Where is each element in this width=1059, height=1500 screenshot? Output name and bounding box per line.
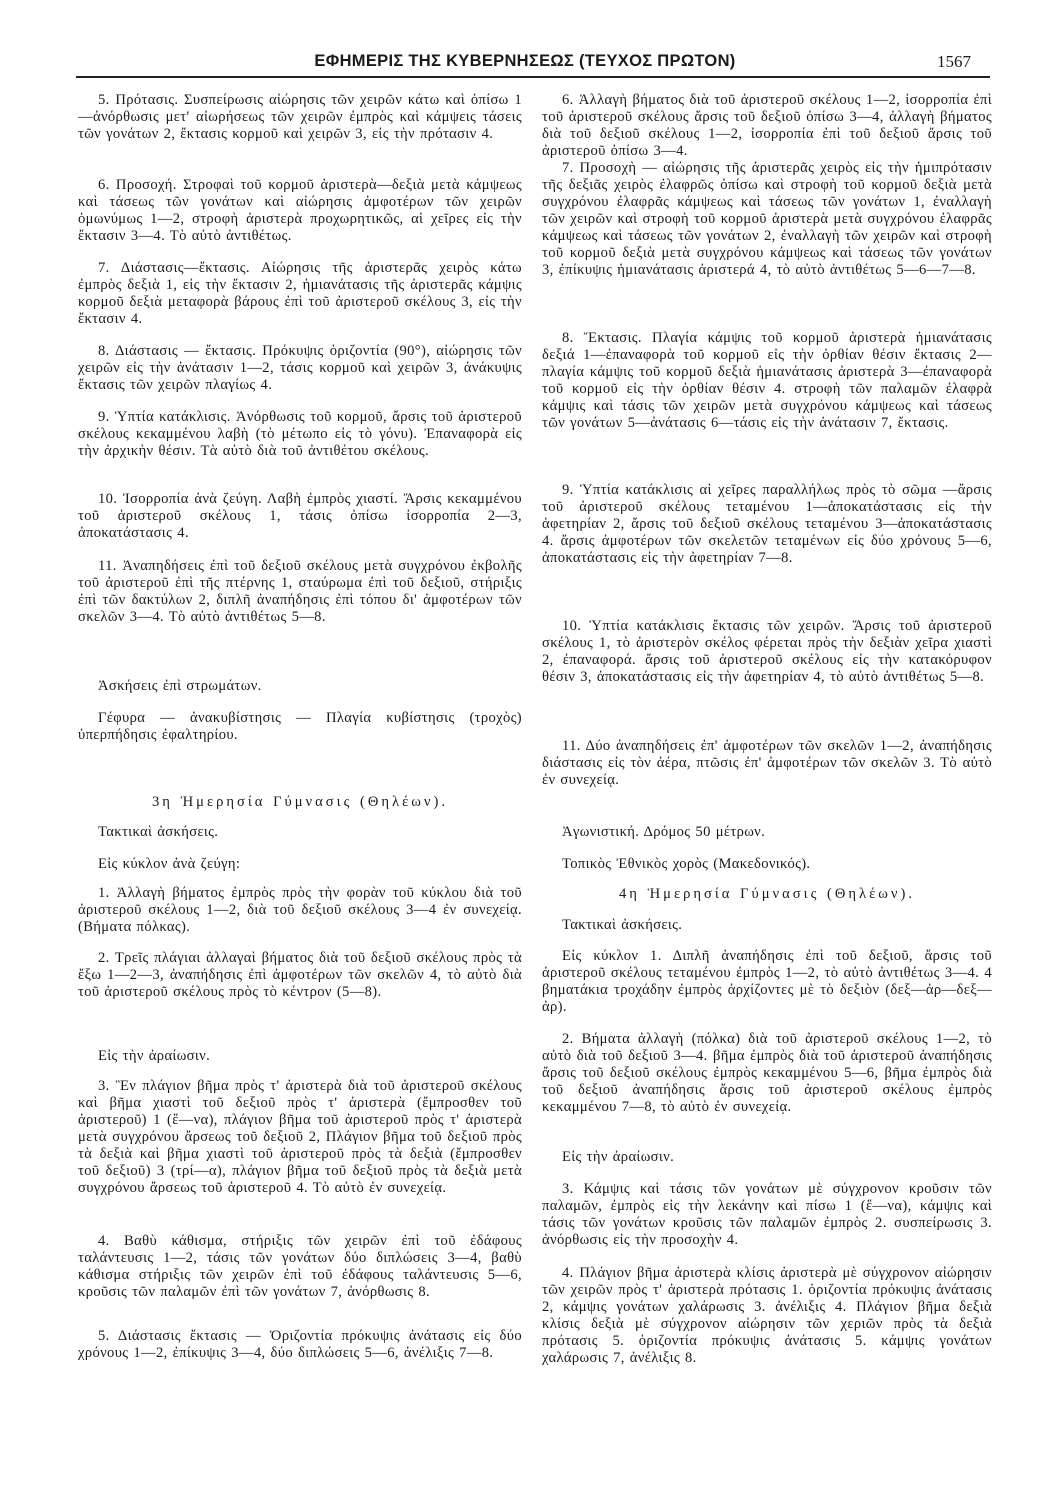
paragraph: 11. Δύο ἀναπηδήσεις ἐπ' ἀμφοτέρων τῶν σκελῶν 1—2, ἀναπήδησις διάστασις εἰς τὸν ἀέρα, πτῶσις ἐπ' ἀμφοτέρων τῶν σκελῶν 3. Τὸ αὐτὸ ἐν συνεχείᾳ. bbox=[542, 738, 992, 788]
paragraph: 3. Κάμψις καὶ τάσις τῶν γονάτων μὲ σύγχρονον κροῦσιν τῶν παλαμῶν, ἐμπρὸς εἰς τὴν λεκάνην καὶ πίσω 1 (ἕ—να), κάμψις καὶ τάσις τῶν γονάτων κροῦσις τῶν παλαμῶν ἐμπρὸς 2. συσπείρωσις 3. ἀνόρθωσις εἰς τὴν προσοχὴν 4. bbox=[542, 1181, 992, 1248]
header-rule bbox=[76, 76, 990, 78]
section-label: Εἰς τὴν ἀραίωσιν. bbox=[562, 1149, 675, 1165]
section-label: Τακτικαὶ ἀσκήσεις. bbox=[98, 824, 219, 840]
gazette-title: ΕΦΗΜΕΡΙΣ ΤΗΣ ΚΥΒΕΡΝΗΣΕΩΣ (ΤΕΥΧΟΣ ΠΡΩΤΟΝ) bbox=[314, 52, 736, 70]
section-label: Τοπικὸς Ἐθνικὸς χορὸς (Μακεδονικός). bbox=[562, 856, 811, 872]
paragraph: 10. Ὑπτία κατάκλισις ἔκτασις τῶν χειρῶν. Ἄρσις τοῦ ἀριστεροῦ σκέλους 1, τὸ ἀριστερὸν σκέλος φέρεται πρὸς τὴν δεξιὰν χεῖρα χιαστὶ 2, ἐπαναφορά. ἄρσις τοῦ ἀριστεροῦ σκέλους εἰς τὴν κατακόρυφον θέσιν 3, ἀποκατάστασις εἰς τὴν ἀφετηρίαν 4, τὸ αὐτὸ ἀντιθέτως 5—8. bbox=[542, 618, 992, 685]
section-label: Ἀγωνιστική. Δρόμος 50 μέτρων. bbox=[562, 824, 766, 840]
paragraph: 10. Ἰσορροπία ἀνὰ ζεύγη. Λαβὴ ἐμπρὸς χιαστί. Ἄρσις κεκαμμένου τοῦ ἀριστεροῦ σκέλους 1, τάσις ὀπίσω ἰσορροπία 2—3, ἀποκατάστασις 4. bbox=[78, 491, 522, 541]
paragraph: 5. Πρότασις. Συσπείρωσις αἰώρησις τῶν χειρῶν κάτω καὶ ὀπίσω 1—ἀνόρθωσις μετ' αἰωρήσεως τῶν χειρῶν ἐμπρὸς καὶ κάμψεις τάσεις τῶν γονάτων 2, ἔκτασις κορμοῦ καὶ χειρῶν 3, εἰς τὴν πρότασιν 4. bbox=[78, 92, 522, 142]
paragraph: 6. Προσοχή. Στροφαὶ τοῦ κορμοῦ ἀριστερὰ—δεξιὰ μετὰ κάμψεως καὶ τάσεως τῶν γονάτων καὶ αἰώρησις ἀμφοτέρων τῶν χειρῶν ὁμωνύμως 1—2, στροφὴ ἀριστερὰ προχωρητικῶς, αἱ χεῖρες εἰς τὴν ἔκτασιν 3—4. Τὸ αὐτὸ ἀντιθέτως. bbox=[78, 177, 522, 244]
paragraph: 5. Διάστασις ἔκτασις — Ὁριζοντία πρόκυψις ἀνάτασις εἰς δύο χρόνους 1—2, ἐπίκυψις 3—4, δύο διπλώσεις 5—6, ἀνέλιξις 7—8. bbox=[78, 1328, 522, 1361]
paragraph: 11. Ἀναπηδήσεις ἐπὶ τοῦ δεξιοῦ σκέλους μετὰ συγχρόνου ἐκβολῆς τοῦ ἀριστεροῦ ἐπὶ τῆς πτέρνης 1, σταύρωμα ἐπὶ τοῦ δεξιοῦ, στήριξις ἐπὶ τῶν δακτύλων 2, διπλῆ ἀναπήδησις ἐπὶ τόπου δι' ἀμφοτέρων τῶν σκελῶν 3—4. Τὸ αὐτὸ ἀντιθέτως 5—8. bbox=[78, 558, 522, 625]
section-label: Τακτικαὶ ἀσκήσεις. bbox=[562, 917, 683, 933]
paragraph: 2. Τρεῖς πλάγιαι ἀλλαγαὶ βήματος διὰ τοῦ δεξιοῦ σκέλους πρὸς τὰ ἔξω 1—2—3, ἀναπήδησις ἐπὶ ἀμφοτέρων τῶν σκελῶν 4, τὸ αὐτὸ διὰ τοῦ ἀριστεροῦ σκέλους πρὸς τὸ κέντρον (5—8). bbox=[78, 950, 522, 1000]
paragraph: Εἰς κύκλον 1. Διπλῆ ἀναπήδησις ἐπὶ τοῦ δεξιοῦ, ἄρσις τοῦ ἀριστεροῦ σκέλους τεταμένου ἐμπρὸς 1—2, τὸ αὐτὸ ἀντιθέτως 3—4. 4 βηματάκια τροχάδην ἐμπρὸς ἀρχίζοντες μὲ τὸ δεξιὸν (δεξ—ἀρ—δεξ—ἀρ). bbox=[542, 948, 992, 1015]
section-label: Εἰς κύκλον ἀνὰ ζεύγη: bbox=[98, 856, 241, 872]
paragraph: 1. Ἀλλαγὴ βήματος ἐμπρὸς πρὸς τὴν φορὰν τοῦ κύκλου διὰ τοῦ ἀριστεροῦ σκέλους 1—2, διὰ τοῦ δεξιοῦ σκέλους 3—4 ἐν συνεχείᾳ. (Βήματα πόλκας). bbox=[78, 885, 522, 935]
paragraph: 8. Διάστασις — ἔκτασις. Πρόκυψις ὁριζοντία (90°), αἰώρησις τῶν χειρῶν εἰς τὴν ἀνάτασιν 1—2, τάσις κορμοῦ καὶ χειρῶν 3, ἀνάκυψις ἔκτασις τῶν χειρῶν πλαγίως 4. bbox=[78, 343, 522, 393]
section-label: Ἀσκήσεις ἐπὶ στρωμάτων. bbox=[98, 678, 262, 694]
paragraph: 7. Διάστασις—ἔκτασις. Αἰώρησις τῆς ἀριστερᾶς χειρὸς κάτω ἐμπρὸς δεξιὰ 1, εἰς τὴν ἔκτασιν 2, ἡμιανάτασις τῆς ἀριστερᾶς κάμψις κορμοῦ δεξιὰ μεταφορὰ βάρους ἐπὶ τοῦ ἀριστεροῦ σκέλους 3, εἰς τὴν ἔκτασιν 4. bbox=[78, 260, 522, 327]
paragraph: 6. Ἀλλαγὴ βήματος διὰ τοῦ ἀριστεροῦ σκέλους 1—2, ἰσορροπία ἐπὶ τοῦ ἀριστεροῦ σκέλους ἄρσις τοῦ δεξιοῦ ὀπίσω 3—4, ἀλλαγὴ βήματος διὰ τοῦ δεξιοῦ σκέλους 1—2, ἰσορροπία ἐπὶ τοῦ δεξιοῦ ἄρσις τοῦ ἀριστεροῦ ὀπίσω 3—4. bbox=[542, 92, 992, 159]
section-heading: 3η Ἡμερησία Γύμνασις (Θηλέων). bbox=[152, 794, 448, 810]
section-heading: 4η Ἡμερησία Γύμνασις (Θηλέων). bbox=[619, 886, 915, 902]
paragraph: 3. Ἓν πλάγιον βῆμα πρὸς τ' ἀριστερὰ διὰ τοῦ ἀριστεροῦ σκέλους καὶ βῆμα χιαστὶ τοῦ δεξιοῦ πρὸς τ' ἀριστερὰ (ἔμπροσθεν τοῦ ἀριστεροῦ) 1 (ἕ—να), πλάγιον βῆμα τοῦ ἀριστεροῦ πρὸς τ' ἀριστερὰ μετὰ συγχρόνου ἄρσεως τοῦ δεξιοῦ 2, Πλάγιον βῆμα τοῦ δεξιοῦ πρὸς τὰ δεξιὰ καὶ βῆμα χιαστὶ τοῦ ἀριστεροῦ πρὸς τὰ δεξιὰ (ἔμπροσθεν τοῦ δεξιοῦ) 3 (τρί—α), πλάγιον βῆμα τοῦ δεξιοῦ πρὸς τὰ δεξιὰ μετὰ συγχρόνου ἄρσεως τοῦ ἀριστεροῦ 4. Τὸ αὐτὸ ἐν συνεχείᾳ. bbox=[78, 1078, 522, 1196]
section-label: Εἰς τὴν ἀραίωσιν. bbox=[98, 1048, 211, 1064]
page-number: 1567 bbox=[937, 52, 971, 71]
paragraph: 4. Πλάγιον βῆμα ἀριστερὰ κλίσις ἀριστερὰ μὲ σύγχρονον αἰώρησιν τῶν χειρῶν πρὸς τ' ἀριστερὰ πρότασις 1. ὁριζοντία πρόκυψις ἀνάτασις 2, κάμψις γονάτων χαλάρωσις 3. ἀνέλιξις 4. Πλάγιον βῆμα δεξιὰ κλίσις δεξιὰ μὲ σύγχρονον αἰώρησιν τῶν χεριῶν πρὸς τὰ δεξιὰ πρότασις 5. ὁριζοντία πρόκυψις ἀνάτασις 5. κάμψις γονάτων χαλάρωσις 7, ἀνέλιξις 8. bbox=[542, 1265, 992, 1366]
paragraph: 9. Ὑπτία κατάκλισις. Ἀνόρθωσις τοῦ κορμοῦ, ἄρσις τοῦ ἀριστεροῦ σκέλους κεκαμμένου λαβὴ (τὸ μέτωπο εἰς τὸ γόνυ). Ἐπαναφορὰ εἰς τὴν ἀρχικὴν θέσιν. Τὰ αὐτὸ διὰ τοῦ ἀντιθέτου σκέλους. bbox=[78, 409, 522, 459]
paragraph: 4. Βαθὺ κάθισμα, στήριξις τῶν χειρῶν ἐπὶ τοῦ ἐδάφους ταλάντευσις 1—2, τάσις τῶν γονάτων δύο διπλώσεις 3—4, βαθὺ κάθισμα στήριξις τῶν χειρῶν ἐπὶ τοῦ ἐδάφους ταλάντευσις 5—6, κροῦσις τῶν παλαμῶν ἐπὶ τῶν γονάτων 7, ἀνόρθωσις 8. bbox=[78, 1233, 522, 1300]
paragraph: 2. Βήματα ἀλλαγὴ (πόλκα) διὰ τοῦ ἀριστεροῦ σκέλους 1—2, τὸ αὐτὸ διὰ τοῦ δεξιοῦ 3—4. βῆμα ἐμπρὸς διὰ τοῦ ἀριστεροῦ ἀναπήδησις ἄρσις τοῦ δεξιοῦ σκέλους ἐμπρὸς κεκαμμένου 5—6, βῆμα ἐμπρὸς διὰ τοῦ δεξιοῦ ἀναπήδησις ἄρσις τοῦ ἀριστεροῦ σκέλους ἐμπρὸς κεκαμμένου 7—8, τὸ αὐτὸ ἐν συνεχείᾳ. bbox=[542, 1031, 992, 1115]
paragraph: Γέφυρα — ἀνακυβίστησις — Πλαγία κυβίστησις (τροχὸς) ὑπερπήδησις ἐφαλτηρίου. bbox=[78, 710, 522, 743]
paragraph: 8. Ἔκτασις. Πλαγία κάμψις τοῦ κορμοῦ ἀριστερὰ ἡμιανάτασις δεξιά 1—ἐπαναφορὰ τοῦ κορμοῦ εἰς τὴν ὀρθίαν θέσιν ἔκτασις 2—πλαγία κάμψις τοῦ κορμοῦ δεξιὰ ἡμιανάτασις ἀριστερὰ 3—ἐπαναφορὰ τοῦ κορμοῦ εἰς τὴν ὀρθίαν θέσιν 4. στροφὴ τῶν παλαμῶν ἐλαφρὰ κάμψις καὶ τάσις τῶν χειρῶν μετὰ συγχρόνου κάμψεως καὶ τάσεως τῶν γονάτων 5—ἀνάτασις 6—τάσις εἰς τὴν ἀνάτασιν 7, ἔκτασις. bbox=[542, 330, 992, 431]
paragraph: 7. Προσοχὴ — αἰώρησις τῆς ἀριστερᾶς χειρὸς εἰς τὴν ἡμιπρότασιν τῆς δεξιᾶς χειρὸς ἐλαφρῶς ὀπίσω καὶ στροφὴ τοῦ κορμοῦ δεξιὰ μετὰ συγχρόνου ἐλαφρᾶς κάμψεως καὶ τάσεως τῶν γονάτων 1, ἐναλλαγὴ τῶν χειρῶν καὶ στροφὴ τοῦ κορμοῦ ἀριστερὰ μετὰ συγχρόνου ἐλαφρᾶς κάμψεως καὶ τάσεως τῶν γονάτων 2, ἐναλλαγὴ τῶν χειρῶν καὶ στροφὴ τοῦ κορμοῦ δεξιὰ μετὰ συγχρόνου κάμψεως καὶ τάσεως τῶν γονάτων 3, ἐπίκυψις ἡμιανάτασις ἀριστερά 4, τὸ αὐτὸ ἀντιθέτως 5—6—7—8. bbox=[542, 160, 992, 278]
paragraph: 9. Ὑπτία κατάκλισις αἱ χεῖρες παραλλήλως πρὸς τὸ σῶμα —ἄρσις τοῦ ἀριστεροῦ σκέλους τεταμένου 1—ἀποκατάστασις εἰς τὴν ἀφετηρίαν 2, ἄρσις τοῦ δεξιοῦ σκέλους τεταμένου 3—ἀποκατάστασις 4. ἄρσις ἀμφοτέρων τῶν σκελετῶν τεταμένων εἰς δύο χρόνους 5—6, ἀποκατάστασις εἰς τὴν ἀφετηρίαν 7—8. bbox=[542, 482, 992, 566]
